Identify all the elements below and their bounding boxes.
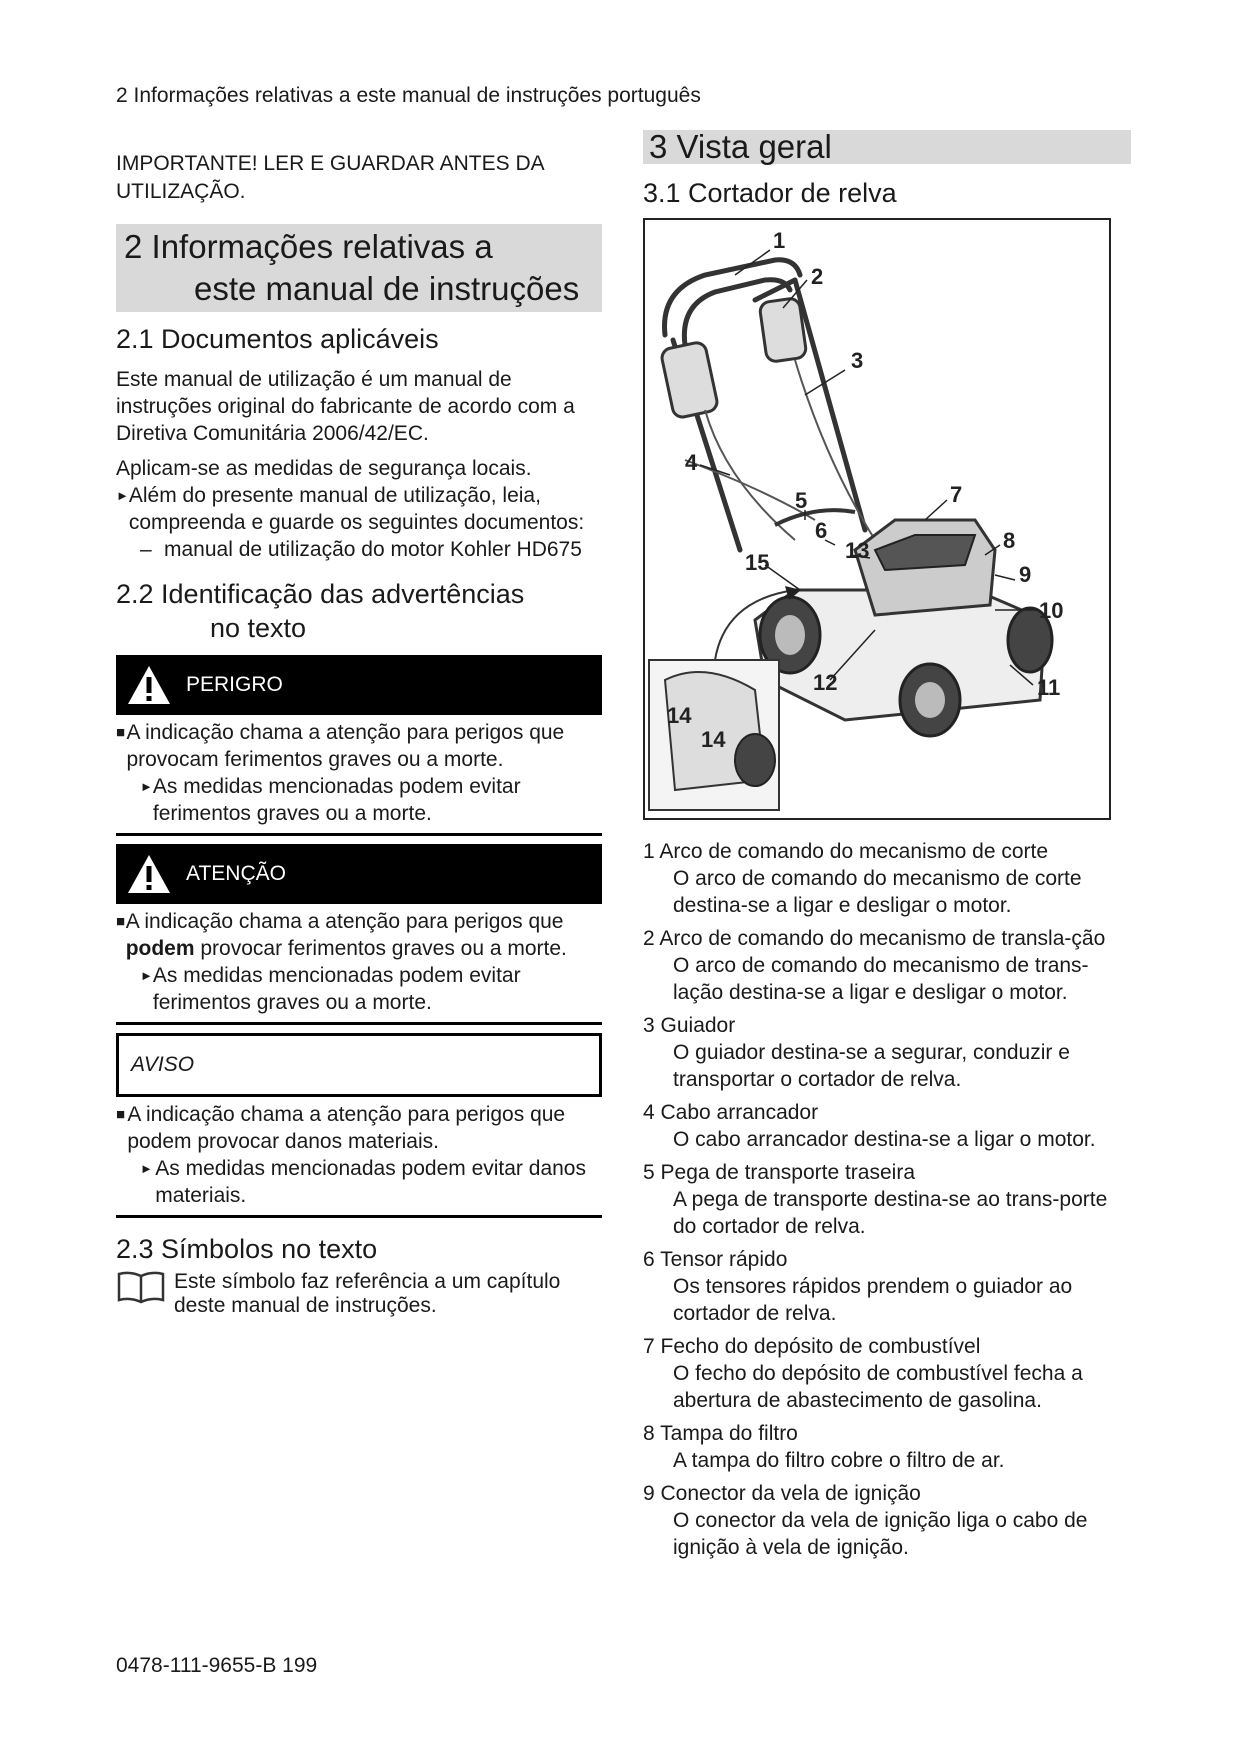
triangle-bullet-icon: ►: [140, 1161, 153, 1176]
list-item: ► As medidas mencionadas podem evitar ferimentos graves ou a morte.: [140, 775, 521, 825]
list-item: ► As medidas mencionadas podem evitar ferimentos graves ou a morte.: [140, 964, 521, 1014]
chapter-2-line1: 2 Informações relativas a: [124, 228, 493, 265]
open-book-icon: [116, 1270, 166, 1306]
square-bullet-icon: ■: [116, 913, 126, 930]
list-item: ► As medidas mencionadas podem evitar danos materiais.: [140, 1157, 586, 1207]
callout-13: 13: [845, 538, 870, 563]
important-notice: IMPORTANTE! LER E GUARDAR ANTES DA UTILIZAÇÃO.: [116, 152, 544, 203]
legend-list: [643, 838, 1131, 1561]
callout-15: 15: [745, 550, 770, 575]
dash-bullet-icon: –: [140, 538, 152, 561]
callout-4: 4: [685, 450, 698, 475]
section-2-3-title: 2.3 Símbolos no texto: [116, 1234, 378, 1264]
legend-item: 1 Arco de comando do mecanismo de corte O arco de comando do mecanismo de corte destina-se a ligar e desligar o motor.: [643, 840, 1082, 917]
section-2-1-paragraph-2: Aplicam-se as medidas de segurança locais.: [116, 457, 532, 480]
callout-10: 10: [1039, 598, 1064, 623]
section-2-1-title: 2.1 Documentos aplicáveis: [116, 324, 439, 354]
callout-1: 1: [773, 228, 786, 253]
legend-item: 7 Fecho do depósito de combustível O fecho do depósito de combustível fecha a abertura de abastecimento de gasolina.: [643, 1335, 1083, 1412]
callout-11: 11: [1037, 675, 1061, 700]
right-column: [643, 130, 1131, 1561]
section-3-1-title: 3.1 Cortador de relva: [643, 178, 897, 208]
legend-item: 8 Tampa do filtro A tampa do filtro cobre o filtro de ar.: [643, 1422, 1005, 1472]
callout-12: 12: [813, 670, 838, 695]
section-2-2-title: 2.2 Identificação das advertências no texto: [116, 579, 525, 643]
callout-8: 8: [1003, 528, 1016, 553]
lawnmower-figure: [643, 218, 1111, 820]
callout-6: 6: [815, 518, 828, 543]
symbol-row: Este símbolo faz referência a um capítulo deste manual de instruções.: [116, 1270, 602, 1318]
legend-item: 6 Tensor rápido Os tensores rápidos prendem o guiador ao cortador de relva.: [643, 1248, 1073, 1325]
legend-item: 9 Conector da vela de ignição O conector da vela de ignição liga o cabo de ignição à vela de ignição.: [643, 1482, 1088, 1559]
left-column: [116, 150, 602, 1318]
section-2-1-paragraph: Este manual de utilização é um manual de instruções original do fabricante de acordo com a Diretiva Comunitária 2006/42/EC.: [116, 368, 575, 445]
callout-5: 5: [795, 488, 808, 513]
divider: [116, 1022, 602, 1025]
list-item: – manual de utilização do motor Kohler HD675: [140, 538, 582, 561]
divider: [116, 1215, 602, 1218]
chapter-2-heading: [116, 224, 602, 312]
running-header: 2 Informações relativas a este manual de instruções português: [116, 84, 701, 107]
atencao-banner: ATENÇÃO: [116, 844, 602, 904]
list-item: ■ A indicação chama a atenção para perigos que provocam ferimentos graves ou a morte.: [116, 721, 565, 771]
triangle-bullet-icon: ►: [140, 968, 153, 983]
callout-14: 14: [667, 703, 692, 728]
warning-triangle-icon: [126, 853, 172, 895]
callout-2: 2: [811, 264, 824, 289]
square-bullet-icon: ■: [116, 1106, 126, 1123]
aviso-box: AVISO: [116, 1033, 602, 1097]
chapter-2-line2: este manual de instruções: [194, 270, 580, 307]
list-item: ■ A indicação chama a atenção para perigos que podem provocar ferimentos graves ou a morte.: [116, 910, 567, 960]
callout-7: 7: [950, 482, 963, 507]
warning-triangle-icon: [126, 664, 172, 706]
legend-item: 2 Arco de comando do mecanismo de transla-ção O arco de comando do mecanismo de trans-lação destina-se a ligar e desligar o motor.: [643, 927, 1106, 1004]
divider: [116, 833, 602, 836]
callout-9: 9: [1019, 562, 1032, 587]
legend-item: 3 Guiador O guiador destina-se a segurar, conduzir e transportar o cortador de relva.: [643, 1014, 1070, 1091]
triangle-bullet-icon: ►: [140, 779, 153, 794]
callout-14b: 14: [701, 727, 726, 752]
legend-item: 5 Pega de transporte traseira A pega de transporte destina-se ao trans-porte do cortador de relva.: [643, 1161, 1108, 1238]
list-item: ► Além do presente manual de utilização, leia, compreenda e guarde os seguintes documentos:: [116, 484, 585, 534]
chapter-3-heading: 3 Vista geral: [643, 130, 1131, 164]
legend-item: 4 Cabo arrancador O cabo arrancador destina-se a ligar o motor.: [643, 1101, 1096, 1151]
page-footer: 0478-111-9655-B 199: [116, 1654, 318, 1677]
lawnmower-illustration: [645, 220, 1109, 818]
square-bullet-icon: ■: [116, 724, 126, 741]
perigo-banner: PERIGRO: [116, 655, 602, 715]
list-item: ■ A indicação chama a atenção para perigos que podem provocar danos materiais.: [116, 1103, 566, 1153]
triangle-bullet-icon: ►: [116, 488, 129, 503]
callout-3: 3: [851, 348, 864, 373]
